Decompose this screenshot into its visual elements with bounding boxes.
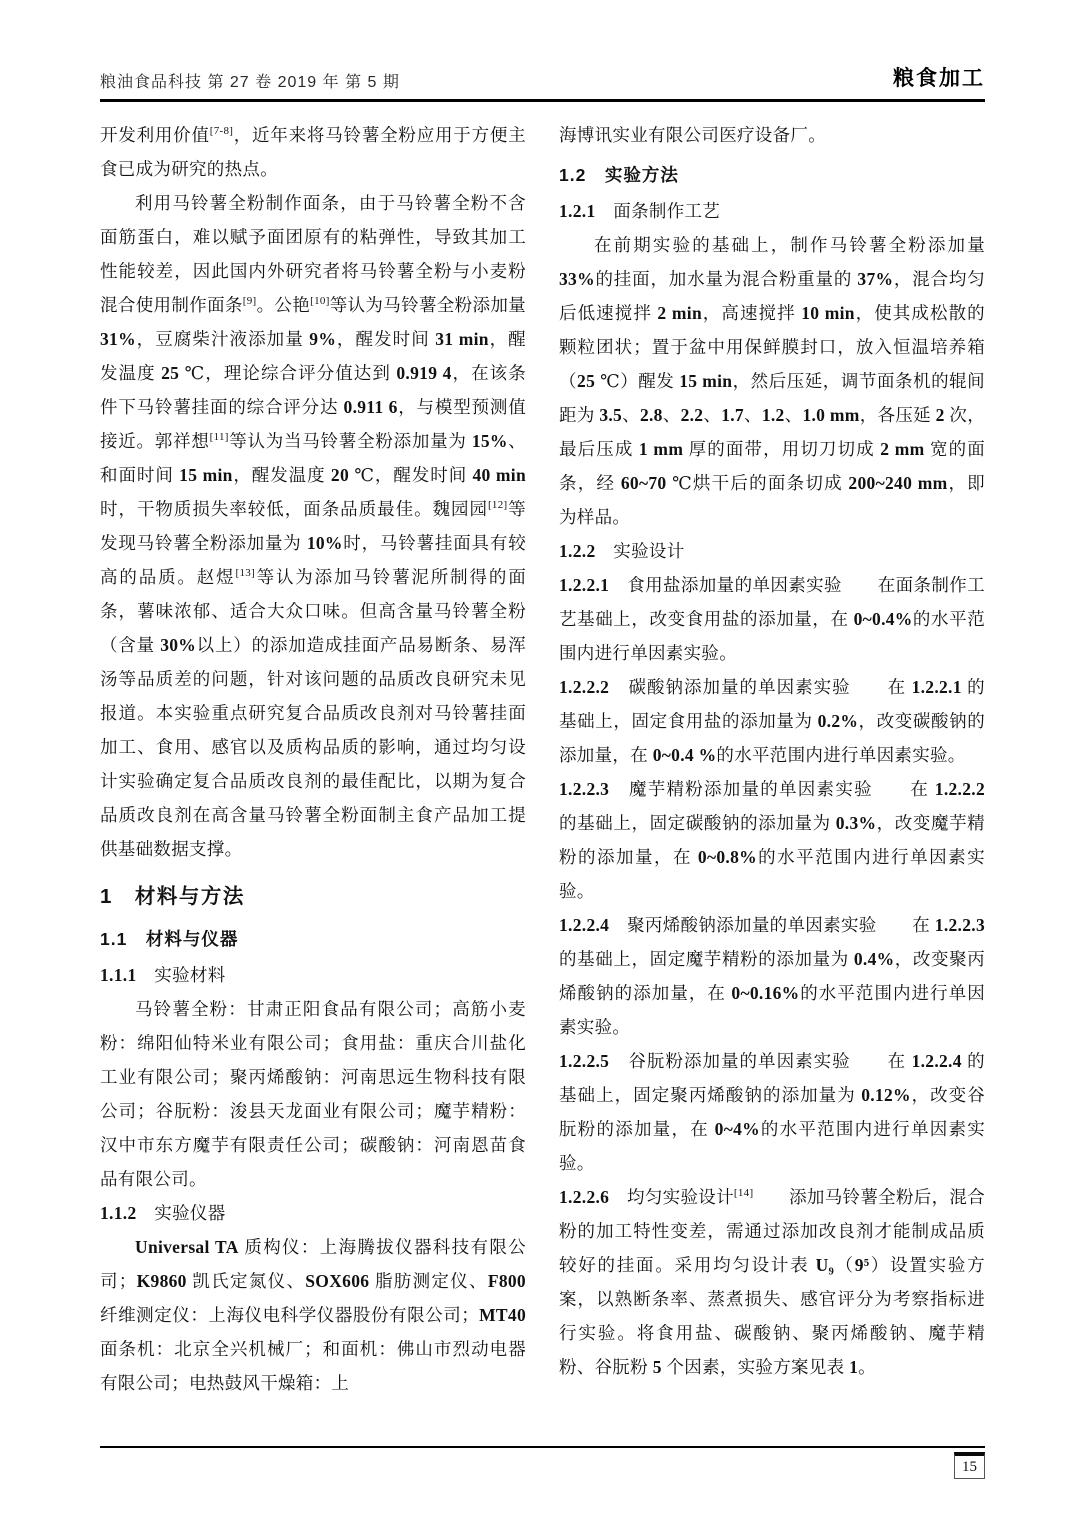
article-body [100,118,985,1446]
paragraph: 1.2.2.4 聚丙烯酸钠添加量的单因素实验 在 1.2.2.3 的基础上，固定魔芋精粉的添加量为 0.4%，改变聚丙烯酸钠的添加量，在 0~0.16%的水平范围内进行单因素实验。 [559,915,985,1037]
section-heading: 1 材料与方法 [100,885,245,908]
subsection-heading: 1.1 材料与仪器 [100,929,239,949]
page-number: 15 [954,1452,985,1479]
paragraph: Universal TA 质构仪：上海腾拔仪器科技有限公司；K9860 凯氏定氮仪、SOX606 脂肪测定仪、F800 纤维测定仪：上海仪电科学仪器股份有限公司；MT40 面条机：北京全兴机械厂；和面机：佛山市烈动电器有限公司；电热鼓风干燥箱：上 [100,1237,526,1393]
right-column [559,118,985,1446]
page-footer [100,1446,985,1479]
paragraph: 在前期实验的基础上，制作马铃薯全粉添加量 33%的挂面，加水量为混合粉重量的 37%，混合均匀后低速搅拌 2 min，高速搅拌 10 min，使其成松散的颗粒团状；置于盆中用保鲜膜封口，放入恒温培养箱（25 ℃）醒发 15 min，然后压延，调节面条机的辊间距为 3.5、2.8、2.2、1.7、1.2、1.0 mm，各压延 2 次，最后压成 1 mm 厚的面带，用切刀切成 2 mm 宽的面条，经 60~70 ℃烘干后的面条切成 200~240 mm，即为样品。 [559,235,985,527]
numbered-heading: 1.2.2 实验设计 [559,541,685,561]
paragraph: 1.2.2.2 碳酸钠添加量的单因素实验 在 1.2.2.1 的基础上，固定食用盐的添加量为 0.2%，改变碳酸钠的添加量，在 0~0.4 %的水平范围内进行单因素实验。 [559,677,985,765]
paragraph: 1.2.2.1 食用盐添加量的单因素实验 在面条制作工艺基础上，改变食用盐的添加量，在 0~0.4%的水平范围内进行单因素实验。 [559,575,985,663]
paragraph: 1.2.2.3 魔芋精粉添加量的单因素实验 在 1.2.2.2 的基础上，固定碳酸钠的添加量为 0.3%，改变魔芋精粉的添加量，在 0~0.8%的水平范围内进行单因素实验。 [559,779,985,901]
paragraph: 马铃薯全粉：甘肃正阳食品有限公司；高筋小麦粉：绵阳仙特米业有限公司；食用盐：重庆合川盐化工业有限公司；聚丙烯酸钠：河南思远生物科技有限公司；谷朊粉：浚县天龙面业有限公司；魔芋精粉：汉中市东方魔芋有限责任公司；碳酸钠：河南恩苗食品有限公司。 [100,999,526,1189]
journal-section-label: 粮食加工 [893,67,985,90]
numbered-heading: 1.2.1 面条制作工艺 [559,201,721,221]
subsection-heading: 1.2 实验方法 [559,165,679,185]
page-header [100,62,985,102]
paragraph: 海博讯实业有限公司医疗设备厂。 [559,125,826,145]
paragraph: 1.2.2.6 均匀实验设计[14] 添加马铃薯全粉后，混合粉的加工特性变差，需通过添加改良剂才能制成品质较好的挂面。采用均匀设计表 U₉（9⁵）设置实验方案，以熟断条率、蒸煮损失、感官评分为考察指标进行实验。将食用盐、碳酸钠、聚丙烯酸钠、魔芋精粉、谷朊粉 5 个因素，实验方案见表 1。 [559,1187,985,1377]
journal-issue-info: 粮油食品科技 第 27 卷 2019 年 第 5 期 [100,74,400,91]
numbered-heading: 1.1.2 实验仪器 [100,1203,226,1223]
paragraph: 利用马铃薯全粉制作面条，由于马铃薯全粉不含面筋蛋白，难以赋予面团原有的粘弹性，导致其加工性能较差，因此国内外研究者将马铃薯全粉与小麦粉混合使用制作面条[9]。公艳[10]等认为马铃薯全粉添加量 31%，豆腐柴汁液添加量 9%，醒发时间 31 min，醒发温度 25 ℃，理论综合评分值达到 0.919 4，在该条件下马铃薯挂面的综合评分达 0.911 6，与模型预测值接近。郭祥想[11]等认为当马铃薯全粉添加量为 15%、和面时间 15 min，醒发温度 20 ℃，醒发时间 40 min 时，干物质损失率较低，面条品质最佳。魏园园[12]等发现马铃薯全粉添加量为 10%时，马铃薯挂面具有较高的品质。赵煜[13]等认为添加马铃薯泥所制得的面条，薯味浓郁、适合大众口味。但高含量马铃薯全粉（含量 30%以上）的添加造成挂面产品易断条、易浑汤等品质差的问题，针对该问题的品质改良研究未见报道。本实验重点研究复合品质改良剂对马铃薯挂面加工、食用、感官以及质构品质的影响，通过均匀设计实验确定复合品质改良剂的最佳配比，以期为复合品质改良剂在高含量马铃薯全粉面制主食产品加工提供基础数据支撑。 [100,193,527,859]
paragraph: 1.2.2.5 谷朊粉添加量的单因素实验 在 1.2.2.4 的基础上，固定聚丙烯酸钠的添加量为 0.12%，改变谷朊粉的添加量，在 0~4%的水平范围内进行单因素实验。 [559,1051,985,1173]
left-column [100,118,526,1446]
numbered-heading: 1.1.1 实验材料 [100,965,226,985]
paragraph: 开发利用价值[7-8]，近年来将马铃薯全粉应用于方便主食已成为研究的热点。 [100,125,526,179]
